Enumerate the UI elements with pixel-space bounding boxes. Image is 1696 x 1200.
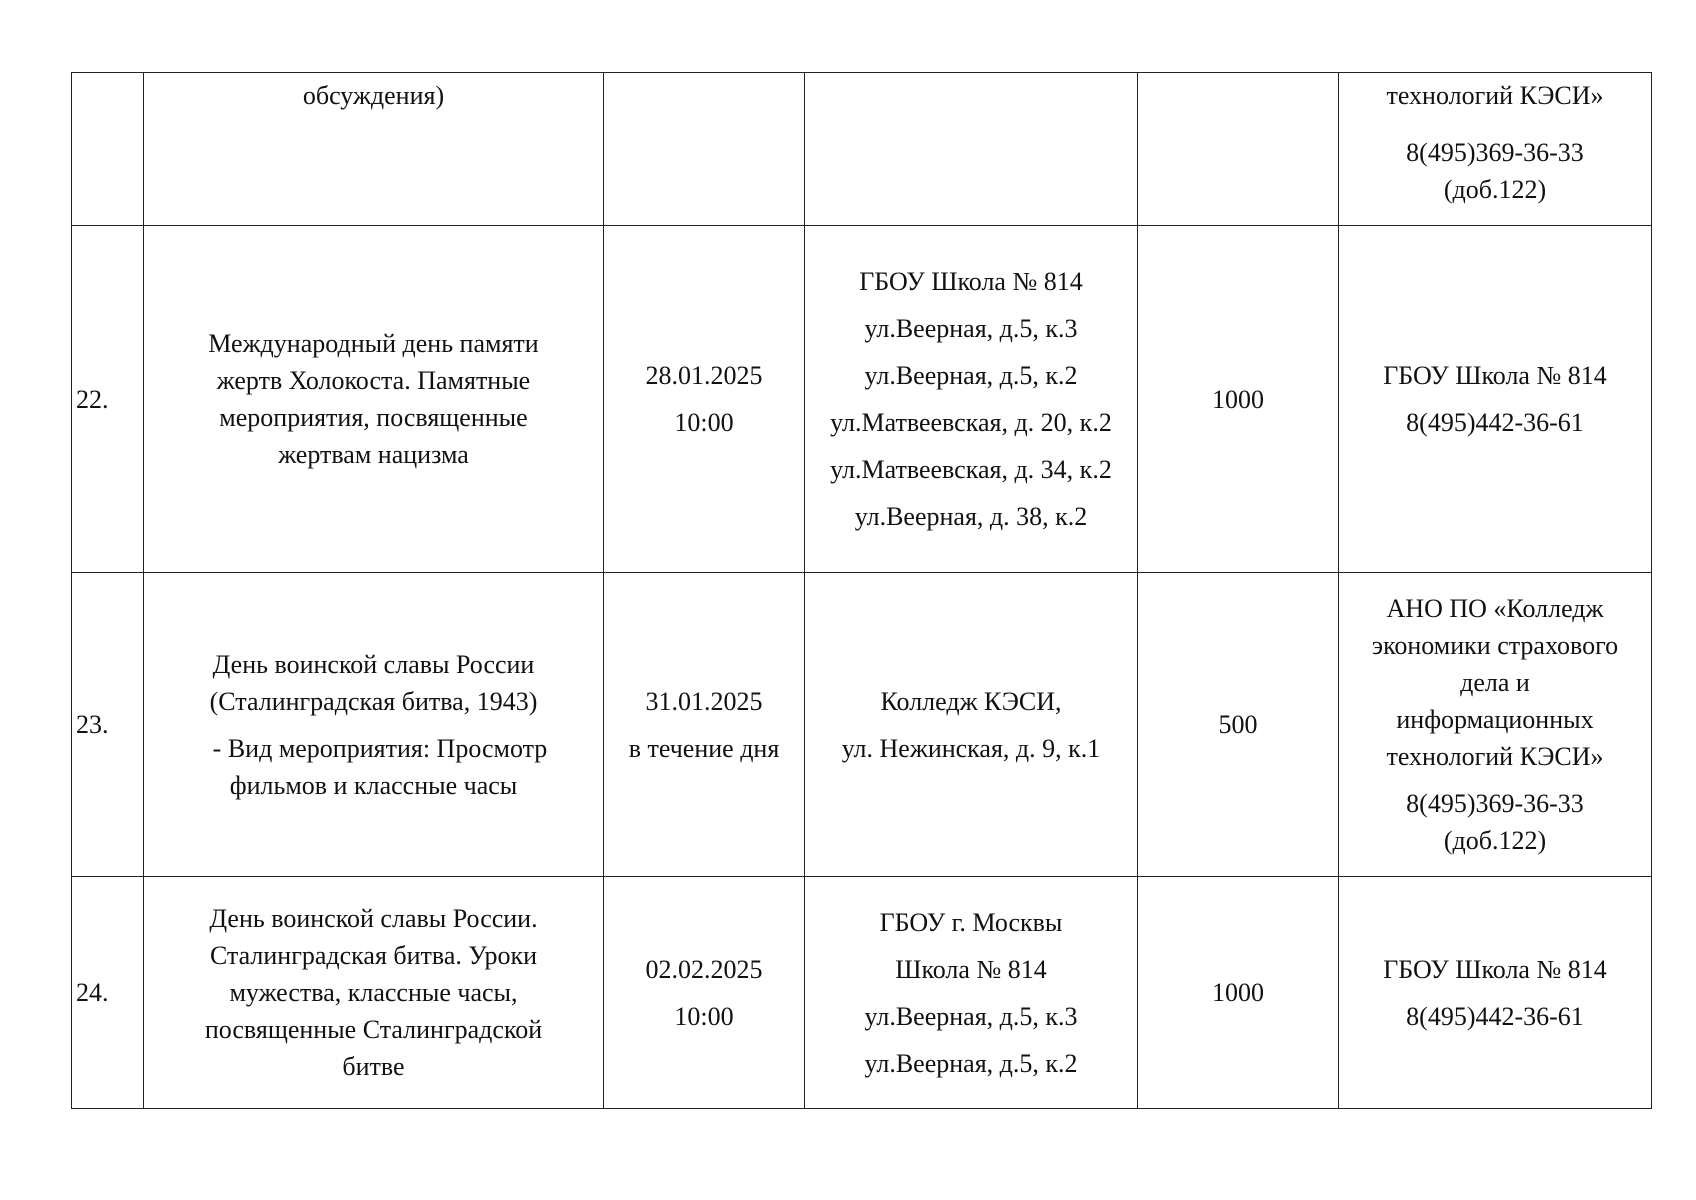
- date-line: 28.01.2025: [645, 361, 763, 390]
- address-line: ул.Матвеевская, д. 34, к.2: [830, 455, 1112, 484]
- date-line: 02.02.2025: [645, 954, 763, 984]
- event-type-line: - Вид мероприятия: Просмотр: [199, 733, 548, 763]
- event-line: День воинской славы России.: [209, 904, 538, 933]
- phone-line: 8(495)442-36-61: [1406, 1001, 1584, 1031]
- address-line: ул. Нежинская, д. 9, к.1: [841, 733, 1101, 763]
- table-row: [72, 226, 1652, 573]
- organizer-cell: [1339, 877, 1652, 1109]
- organizer-cell: [1339, 573, 1652, 877]
- address-line: Школа № 814: [895, 954, 1047, 984]
- participants-cell: 1000: [1138, 226, 1339, 573]
- datetime-cell: [604, 573, 805, 877]
- table-row: [72, 877, 1652, 1109]
- address-cell: [805, 226, 1138, 573]
- time-line: 10:00: [674, 1001, 734, 1031]
- organizer-line: информационных: [1396, 705, 1594, 734]
- address-line: Колледж КЭСИ,: [880, 686, 1062, 716]
- row-number-cell: [72, 73, 144, 226]
- organizer-line: технологий КЭСИ»: [1386, 81, 1604, 110]
- participants-cell: 500: [1138, 573, 1339, 877]
- organizer-line: экономики страхового: [1371, 631, 1619, 660]
- table-row: [72, 73, 1652, 226]
- event-line: жертв Холокоста. Памятные: [216, 366, 531, 395]
- organizer-line: технологий КЭСИ»: [1386, 742, 1604, 771]
- address-line: ул.Веерная, д.5, к.3: [864, 314, 1078, 343]
- event-type-line: фильмов и классные часы: [229, 770, 518, 800]
- phone-line: 8(495)442-36-61: [1406, 408, 1584, 437]
- time-line: 10:00: [674, 408, 734, 437]
- organizer-line: ГБОУ Школа № 814: [1383, 954, 1607, 984]
- phone-ext-line: (доб.122): [1443, 175, 1547, 204]
- events-table: [71, 72, 1652, 1109]
- date-line: 31.01.2025: [645, 686, 763, 716]
- organizer-cell: [1339, 226, 1652, 573]
- address-line: ГБОУ Школа № 814: [859, 267, 1083, 296]
- address-cell: [805, 73, 1138, 226]
- event-cell: [144, 573, 604, 877]
- address-cell: [805, 573, 1138, 877]
- event-cell: [144, 226, 604, 573]
- event-line: обсуждения): [302, 81, 445, 110]
- event-line: Сталинградская битва. Уроки: [209, 941, 538, 970]
- participants-cell: [1138, 73, 1339, 226]
- address-line: ГБОУ г. Москвы: [879, 907, 1063, 937]
- datetime-cell: [604, 73, 805, 226]
- event-line: мужества, классные часы,: [229, 978, 518, 1007]
- table-row: [72, 573, 1652, 877]
- address-line: ул.Веерная, д.5, к.2: [864, 361, 1078, 390]
- phone-line: 8(495)369-36-33: [1406, 138, 1584, 167]
- address-line: ул.Веерная, д. 38, к.2: [854, 502, 1088, 531]
- event-line: Международный день памяти: [208, 329, 539, 358]
- row-number-cell: 24.: [72, 877, 144, 1109]
- event-cell: [144, 877, 604, 1109]
- event-line: День воинской славы России: [212, 649, 535, 679]
- event-line: мероприятия, посвященные: [219, 403, 528, 432]
- address-line: ул.Веерная, д.5, к.2: [864, 1048, 1078, 1078]
- address-cell: [805, 877, 1138, 1109]
- event-cell: [144, 73, 604, 226]
- organizer-line: дела и: [1460, 668, 1530, 697]
- row-number-cell: 23.: [72, 573, 144, 877]
- phone-line: 8(495)369-36-33: [1406, 789, 1584, 818]
- datetime-cell: [604, 226, 805, 573]
- event-line: битве: [342, 1052, 405, 1081]
- phone-ext-line: (доб.122): [1443, 826, 1547, 855]
- row-number-cell: 22.: [72, 226, 144, 573]
- organizer-line: ГБОУ Школа № 814: [1383, 361, 1607, 390]
- event-line: (Сталинградская битва, 1943): [209, 686, 538, 716]
- event-line: жертвам нацизма: [278, 440, 469, 469]
- participants-cell: 1000: [1138, 877, 1339, 1109]
- address-line: ул.Матвеевская, д. 20, к.2: [830, 408, 1112, 437]
- datetime-cell: [604, 877, 805, 1109]
- organizer-line: АНО ПО «Колледж: [1386, 594, 1604, 623]
- event-line: посвященные Сталинградской: [204, 1015, 543, 1044]
- time-line: в течение дня: [628, 733, 780, 763]
- organizer-cell: [1339, 73, 1652, 226]
- address-line: ул.Веерная, д.5, к.3: [864, 1001, 1078, 1031]
